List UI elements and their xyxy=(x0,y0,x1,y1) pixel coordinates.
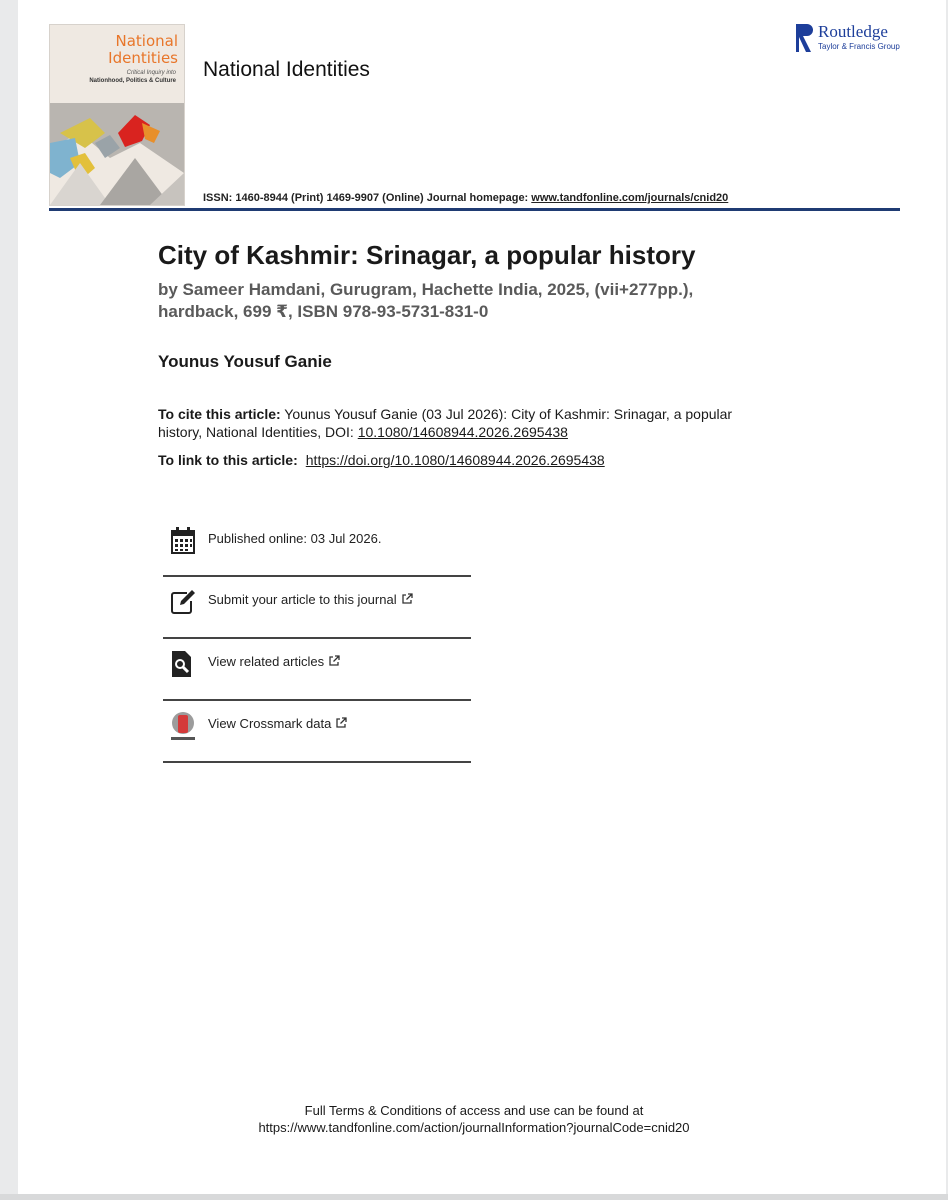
cite-text: Younus Yousuf Ganie (03 Jul 2026): City of Kashmir: Srinagar, a popular history, National Identities, DOI: xyxy=(158,406,733,440)
issn-text: ISSN: 1460-8944 (Print) 1469-9907 (Online) Journal homepage: xyxy=(203,192,532,204)
document-page xyxy=(18,0,946,1194)
related-articles-label: View related articles xyxy=(208,654,340,669)
article-actions xyxy=(163,516,471,763)
search-document-icon xyxy=(169,649,197,679)
cover-subtitle xyxy=(70,69,176,85)
cover-map-art xyxy=(50,103,184,205)
edit-icon xyxy=(169,587,197,617)
crossmark-link[interactable] xyxy=(163,701,471,763)
link-block xyxy=(158,452,605,468)
published-online-row xyxy=(163,516,471,577)
routledge-r-icon xyxy=(796,22,814,54)
viewer-bottom-edge xyxy=(0,1194,948,1200)
related-articles-link[interactable] xyxy=(163,639,471,701)
cover-title xyxy=(78,33,178,67)
external-link-icon xyxy=(401,593,413,605)
header-rule xyxy=(49,208,900,211)
cover-title-line2: Identities xyxy=(108,49,178,67)
submit-article-link[interactable] xyxy=(163,577,471,639)
crossmark-label: View Crossmark data xyxy=(208,716,347,731)
external-link-icon xyxy=(328,655,340,667)
article-subtitle xyxy=(158,279,758,323)
article-title: City of Kashmir: Srinagar, a popular history xyxy=(158,240,696,270)
journal-cover-image xyxy=(49,24,185,206)
publisher-name: Routledge xyxy=(818,22,888,41)
calendar-icon xyxy=(169,526,197,556)
submit-article-label: Submit your article to this journal xyxy=(208,592,413,607)
cover-title-line1: National xyxy=(115,32,178,50)
cover-subtitle-line2: Nationhood, Politics & Culture xyxy=(89,78,176,84)
citation-block xyxy=(158,405,778,441)
issn-line xyxy=(203,192,728,204)
article-doi-link[interactable]: https://doi.org/10.1080/14608944.2026.2695438 xyxy=(305,452,605,468)
article-subtitle-line2: hardback, 699 ₹, ISBN 978-93-5731-831-0 xyxy=(158,302,489,321)
publisher-group: Taylor & Francis Group xyxy=(818,42,900,51)
link-label: To link to this article: xyxy=(158,452,298,468)
external-link-icon xyxy=(335,717,347,729)
crossmark-icon xyxy=(169,711,197,741)
journal-homepage-link[interactable]: www.tandfonline.com/journals/cnid20 xyxy=(531,192,729,204)
article-author: Younus Yousuf Ganie xyxy=(158,352,332,371)
cite-doi-link[interactable]: 10.1080/14608944.2026.2695438 xyxy=(357,424,568,440)
cover-subtitle-line1: Critical Inquiry into xyxy=(126,70,176,76)
article-subtitle-line1: by Sameer Hamdani, Gurugram, Hachette India, 2025, (vii+277pp.), xyxy=(158,280,694,299)
terms-footer xyxy=(0,1102,948,1136)
cite-label: To cite this article: xyxy=(158,406,281,422)
published-online-label: Published online: 03 Jul 2026. xyxy=(208,531,382,546)
terms-line1: Full Terms & Conditions of access and use can be found at xyxy=(304,1103,644,1118)
terms-url-link[interactable]: https://www.tandfonline.com/action/journalInformation?journalCode=cnid20 xyxy=(258,1120,690,1135)
journal-name: National Identities xyxy=(203,58,370,81)
